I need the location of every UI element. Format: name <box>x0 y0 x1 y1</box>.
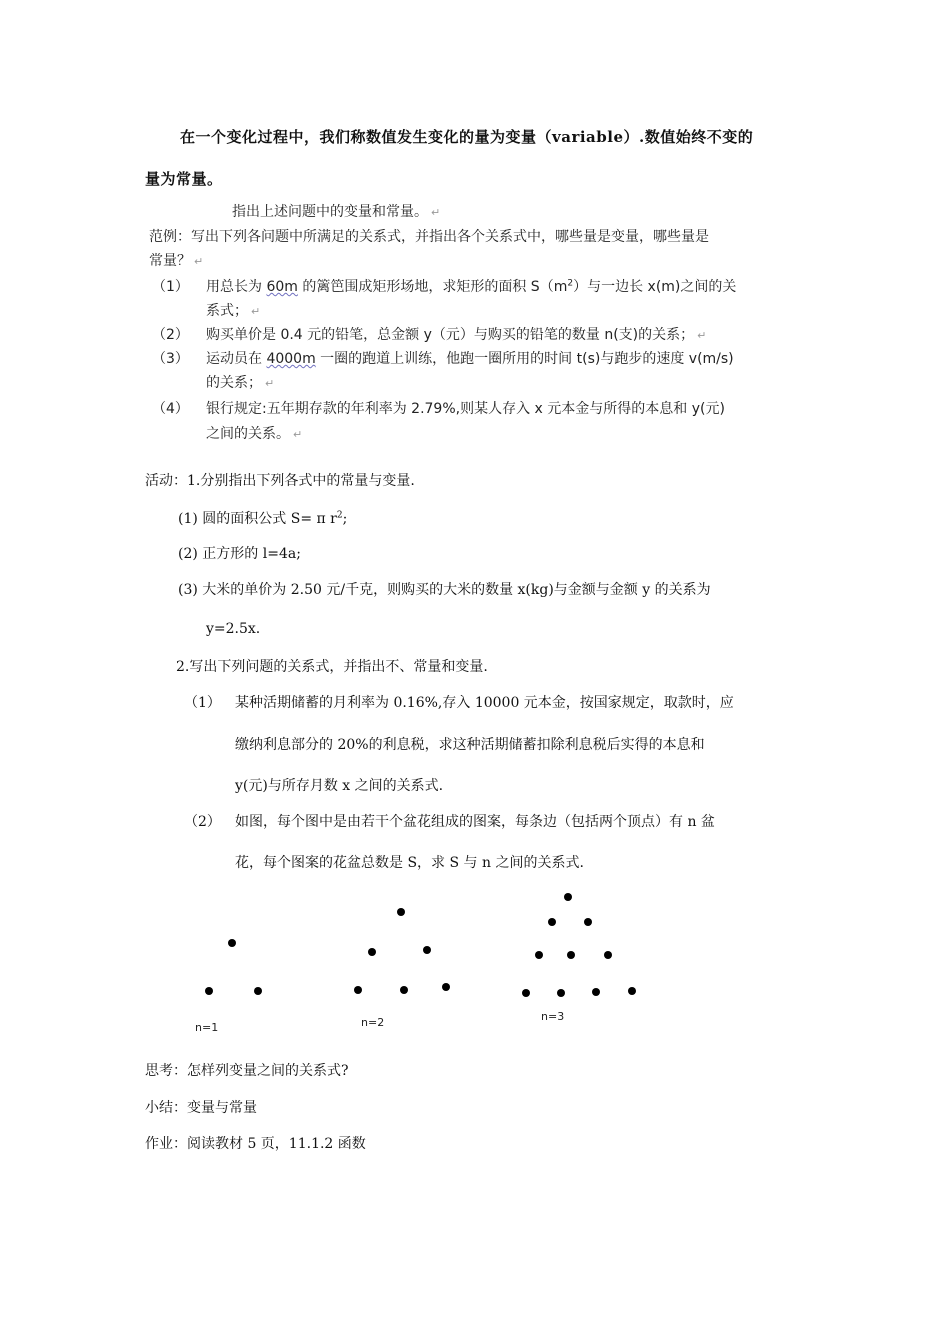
activity-item-3-formula: y=2.5x. <box>206 621 261 637</box>
activity-item-3: (3) 大米的单价为 2.50 元/千克，则购买的大米的数量 x(kg)与金额与金额 y 的关系为 <box>178 582 711 598</box>
task-2-title: 2.写出下列问题的关系式，并指出不、常量和变量. <box>176 659 488 675</box>
pot-dot <box>557 989 565 997</box>
task-2-item-1-number: （1） <box>184 695 221 711</box>
pot-dot <box>254 987 262 995</box>
task-2-item-1-line-3: y(元)与所存月数 x 之间的关系式. <box>235 778 444 794</box>
return-mark-icon: ↵ <box>251 305 261 318</box>
intro-line-1: 在一个变化过程中，我们称数值发生变化的量为变量（variable）.数值始终不变的 <box>180 128 754 146</box>
return-mark-icon: ↵ <box>265 377 275 390</box>
pot-dot <box>400 986 408 994</box>
pot-dot <box>397 908 405 916</box>
activity-item-1: (1) 圆的面积公式 S= π $r^2$; <box>178 510 348 527</box>
pot-dot <box>567 951 575 959</box>
pot-dot <box>584 918 592 926</box>
pot-dot <box>442 983 450 991</box>
scan-item-1-line-2: 系式； ↵ <box>206 303 261 319</box>
pot-dot <box>354 986 362 994</box>
figure-label-n1: n=1 <box>195 1021 219 1034</box>
return-mark-icon: ↵ <box>697 329 707 342</box>
pot-dot <box>564 893 572 901</box>
scan-item-1-number: （1） <box>152 279 189 295</box>
scan-item-3-line-1: 运动员在 4000m 一圈的跑道上训练，他跑一圈所用的时间 t(s)与跑步的速度 v(m/s) <box>206 351 734 367</box>
pot-dot <box>522 989 530 997</box>
return-mark-icon: ↵ <box>194 255 204 268</box>
intro-line-2: 量为常量。 <box>145 170 223 188</box>
scan-item-4-number: （4） <box>152 401 189 417</box>
prompt-line: 指出上述问题中的变量和常量。 ↵ <box>232 204 441 220</box>
pot-dot <box>535 951 543 959</box>
task-2-item-2-line-2: 花，每个图案的花盆总数是 S，求 S 与 n 之间的关系式. <box>235 855 584 871</box>
pot-dot <box>228 939 236 947</box>
pot-dot <box>592 988 600 996</box>
task-2-item-1-line-2: 缴纳利息部分的 20%的利息税，求这种活期储蓄扣除利息税后实得的本息和 <box>235 737 705 753</box>
pot-dot <box>368 948 376 956</box>
return-mark-icon: ↵ <box>431 206 441 219</box>
scan-item-3-number: （3） <box>152 351 189 367</box>
scan-item-3-line-2: 的关系； ↵ <box>206 375 275 391</box>
summary-line: 小结：变量与常量 <box>145 1100 257 1116</box>
scan-item-1-line-1: 用总长为 60m 的篱笆围成矩形场地，求矩形的面积 $S(m^2)$与一边长 x(m)之间的关 <box>206 278 737 295</box>
task-2-item-1-line-1: 某种活期储蓄的月利率为 0.16%,存入 10000 元本金，按国家规定，取款时，应 <box>235 695 734 711</box>
figure-label-n3: n=3 <box>541 1010 565 1023</box>
figure-label-n2: n=2 <box>361 1016 385 1029</box>
activity-title: 活动：1.分别指出下列各式中的常量与变量. <box>145 473 415 489</box>
return-mark-icon: ↵ <box>293 428 303 441</box>
pot-dot <box>628 987 636 995</box>
think-line: 思考：怎样列变量之间的关系式? <box>145 1063 349 1079</box>
task-2-item-2-number: （2） <box>184 814 221 830</box>
activity-item-2: (2) 正方形的 l=4a; <box>178 546 301 562</box>
homework-line: 作业：阅读教材 5 页，11.1.2 函数 <box>145 1136 366 1152</box>
example-line-2: 常量？ ↵ <box>149 253 204 269</box>
scan-item-2-line-1: 购买单价是 0.4 元的铅笔，总金额 y（元）与购买的铅笔的数量 n(支)的关系； ↵ <box>206 327 707 343</box>
pot-dot <box>548 918 556 926</box>
pot-dot <box>423 946 431 954</box>
pot-dot <box>205 987 213 995</box>
scan-item-2-number: （2） <box>152 327 189 343</box>
scan-item-4-line-1: 银行规定:五年期存款的年利率为 2.79%,则某人存入 x 元本金与所得的本息和 y(元) <box>206 401 725 417</box>
pot-dot <box>604 951 612 959</box>
example-line-1: 范例：写出下列各问题中所满足的关系式，并指出各个关系式中，哪些量是变量，哪些量是 <box>149 229 709 245</box>
task-2-item-2-line-1: 如图，每个图中是由若干个盆花组成的图案，每条边（包括两个顶点）有 n 盆 <box>235 814 715 830</box>
scan-item-4-line-2: 之间的关系。 ↵ <box>206 426 303 442</box>
